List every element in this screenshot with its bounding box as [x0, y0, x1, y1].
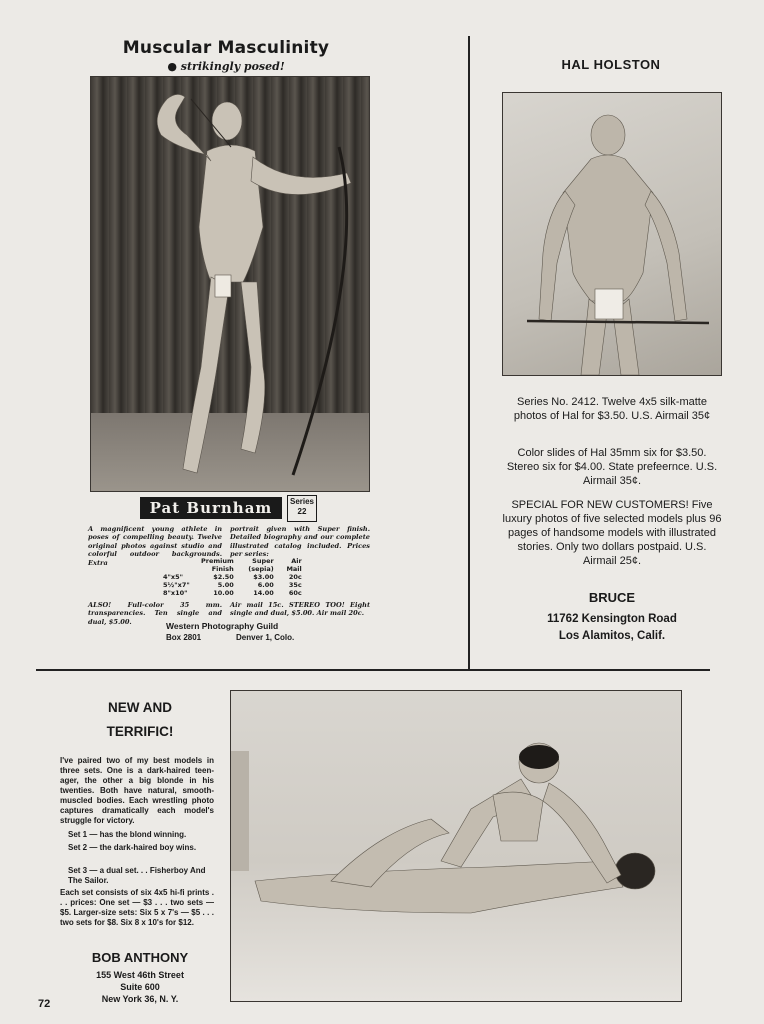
series-number: 22 [297, 507, 307, 516]
ad3-title-line1: NEW AND [108, 700, 172, 715]
series-label: Series [289, 497, 315, 506]
price-row: 4"x5" $2.50 $3.00 20c [163, 573, 302, 581]
ad3-photo [230, 690, 682, 1002]
set-text: the dark-haired boy wins. [99, 843, 197, 852]
price-header-row: Premium Finish Super (sepia) Air Mail [200, 557, 302, 573]
ad3-address3: New York 36, N. Y. [101, 994, 179, 1004]
ad3-company: BOB ANTHONY [91, 950, 189, 965]
ad3-set-3 [68, 866, 214, 886]
ad3-set-1 [68, 830, 214, 840]
price-table [160, 557, 305, 597]
ad1-desc-right: portrait given with Super finish. Detailed biography and our complete illustrated catalog included. Prices per series: [230, 525, 370, 559]
ad2-para3: SPECIAL FOR NEW CUSTOMERS! Five luxury photos of five selected models plus 96 pages of handsome models with illustrated stories. Only two dollars postpaid. U.S. Airmail 25¢. [502, 499, 722, 567]
ad3-intro: I've paired two of my best models in three sets. One is a dark-haired teen-ager, the other a big blonde in his twenties. Both have natural, smooth-muscled bodies. Each wrestling photo captures dramatically each model's struggle for victory. [60, 756, 214, 825]
set-label: Set 3 — [68, 866, 98, 875]
ad1-desc-left: A magnificent young athlete in poses of compelling beauty. Twelve original photos against studio and colorful outdoor backgrounds. Extra [88, 525, 222, 567]
vertical-divider [468, 36, 470, 670]
series-badge [287, 495, 317, 522]
ad2-address2: Los Alamitos, Calif. [558, 630, 666, 642]
ad1-also-right: Air mail 15c. STEREO TOO! Eight single and dual, $5.00. Air mail 20c. [230, 601, 370, 618]
set-text: has the blond winning. [99, 830, 187, 839]
ad2-para2: Color slides of Hal 35mm six for $3.50. Stereo six for $4.00. State prefeernce. U.S. Airmail 35¢. [506, 447, 718, 487]
ad2-photo [502, 92, 722, 376]
ad1-also-left: ALSO! Full-color 35 mm. transparencies. Ten single and dual, $5.00. [88, 601, 222, 626]
page-number: 72 [38, 998, 51, 1010]
ad2-title: HAL HOLSTON [561, 57, 661, 72]
price-row: 8"x10" 10.00 14.00 60c [163, 589, 302, 597]
ad2-para1: Series No. 2412. Twelve 4x5 silk-matte photos of Hal for $3.50. U.S. Airmail 35¢ [513, 396, 711, 422]
ad3-title-line2: TERRIFIC! [106, 724, 174, 739]
ad3-address1: 155 West 46th Street [96, 970, 184, 980]
ad1-city: Denver 1, Colo. [236, 633, 295, 642]
model-name-banner: Pat Burnham [140, 497, 282, 519]
ad3-pricing: Each set consists of six 4x5 hi-fi prints . . . prices: One set — $3 . . . two sets — $5. Larger-size sets: Six 5 x 7's — $5 . . . two sets for $8. Six 8 x 10's for $12. [60, 888, 214, 927]
ad1-title: Muscular Masculinity [122, 38, 330, 58]
ad1-subtitle: ● strikingly posed! [167, 60, 285, 73]
ad1-photo [90, 76, 370, 492]
set-label: Set 2 — [68, 843, 98, 852]
ad1-box: Box 2801 [166, 633, 202, 642]
ad3-address2: Suite 600 [120, 982, 160, 992]
horizontal-divider [36, 669, 710, 671]
ad1-company: Western Photography Guild [166, 621, 279, 631]
ad3-set-2 [68, 843, 214, 853]
price-row: 5½"x7" 5.00 6.00 35c [163, 581, 302, 589]
ad2-company: BRUCE [588, 590, 636, 605]
set-text: a dual set. . . Fisherboy And The Sailor. [68, 866, 206, 885]
set-label: Set 1 — [68, 830, 98, 839]
ad2-address1: 11762 Kensington Road [547, 613, 677, 625]
